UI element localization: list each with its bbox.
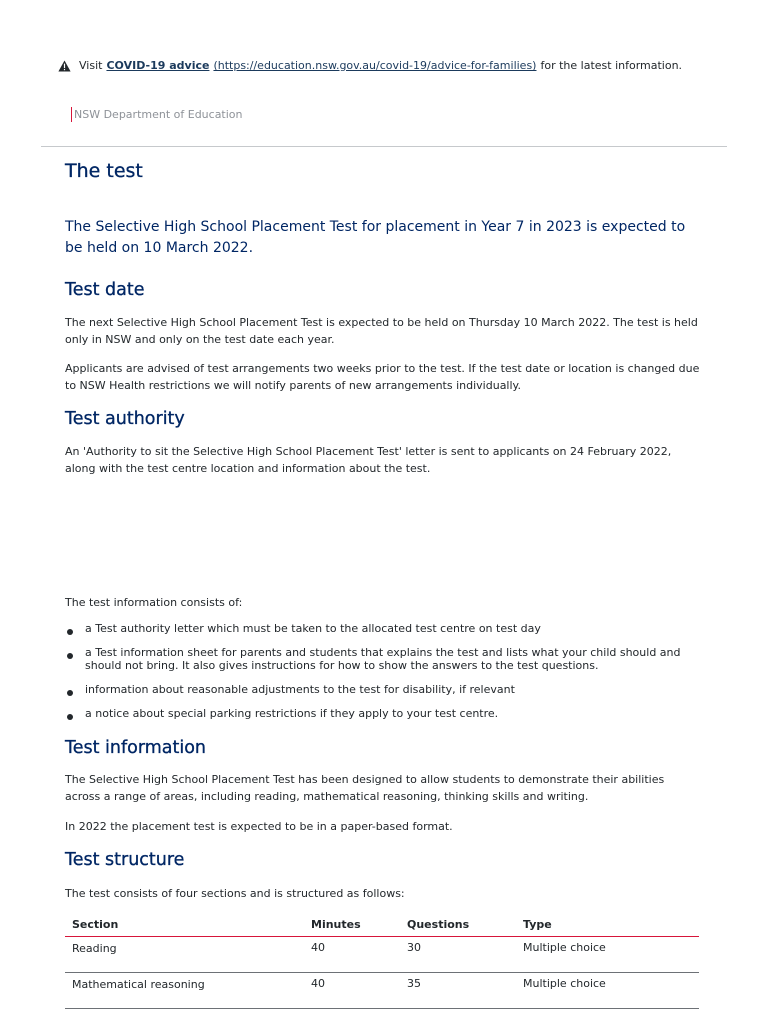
test-structure-table bbox=[65, 912, 699, 1009]
covid-alert bbox=[58, 59, 682, 72]
list-item: a notice about special parking restrictions if they apply to your test centre. bbox=[65, 707, 700, 720]
cell-minutes: 40 bbox=[304, 937, 400, 973]
cell-minutes: 40 bbox=[304, 973, 400, 1009]
intro-paragraph: The Selective High School Placement Test for placement in Year 7 in 2023 is expected to be held on 10 March 2022. bbox=[65, 219, 686, 256]
cell-questions: 35 bbox=[400, 973, 516, 1009]
test-date-paragraph-1: The next Selective High School Placement Test is expected to be held on Thursday 10 March 2022. The test is held only in NSW and only on the test date each year. bbox=[65, 316, 698, 346]
table-row bbox=[65, 937, 699, 973]
test-information-paragraph-2: In 2022 the placement test is expected to be in a paper-based format. bbox=[65, 820, 453, 833]
table-header-row bbox=[65, 912, 699, 937]
column-header-type: Type bbox=[516, 912, 699, 937]
heading-test-information: Test information bbox=[65, 738, 207, 758]
heading-test-date: Test date bbox=[65, 280, 145, 300]
test-information-paragraph-1: The Selective High School Placement Test has been designed to allow students to demonstrate their abilities across a range of areas, including reading, mathematical reasoning, thinking skills and writing. bbox=[65, 773, 665, 803]
cell-section: Reading bbox=[65, 937, 304, 973]
test-authority-paragraph-1: An 'Authority to sit the Selective High School Placement Test' letter is sent to applicants on 24 February 2022, along with the test centre location and information about the test. bbox=[65, 445, 672, 475]
test-information-list bbox=[65, 622, 700, 720]
list-item: information about reasonable adjustments to the test for disability, if relevant bbox=[65, 683, 700, 696]
page-title: The test bbox=[65, 160, 143, 182]
bullet-icon bbox=[67, 714, 73, 720]
cell-type: Multiple choice bbox=[516, 937, 699, 973]
list-item: a Test information sheet for parents and students that explains the test and lists what your child should and should not bring. It also gives instructions for how to show the answers to the test questions. bbox=[65, 646, 700, 672]
covid-advice-link[interactable]: COVID-19 advice bbox=[106, 59, 210, 72]
column-header-minutes: Minutes bbox=[304, 912, 400, 937]
table-row bbox=[65, 973, 699, 1009]
heading-test-authority: Test authority bbox=[65, 409, 185, 429]
cell-type: Multiple choice bbox=[516, 973, 699, 1009]
alert-suffix-text: for the latest information. bbox=[540, 59, 683, 72]
column-header-questions: Questions bbox=[400, 912, 516, 937]
alert-visit-text: Visit bbox=[79, 59, 103, 72]
bullet-icon bbox=[67, 653, 73, 659]
test-info-consists-text: The test information consists of: bbox=[65, 596, 243, 609]
header-divider bbox=[41, 146, 727, 147]
bullet-icon bbox=[67, 629, 73, 635]
cell-section: Mathematical reasoning bbox=[65, 973, 304, 1009]
test-date-paragraph-2: Applicants are advised of test arrangements two weeks prior to the test. If the test date or location is changed due to NSW Health restrictions we will notify parents of new arrangements individually. bbox=[65, 362, 700, 392]
cell-questions: 30 bbox=[400, 937, 516, 973]
test-structure-paragraph: The test consists of four sections and is structured as follows: bbox=[65, 887, 405, 900]
department-name[interactable]: NSW Department of Education bbox=[71, 107, 243, 122]
heading-test-structure: Test structure bbox=[65, 850, 185, 870]
covid-advice-url-link[interactable]: (https://education.nsw.gov.au/covid-19/advice-for-families) bbox=[213, 59, 537, 72]
list-item: a Test authority letter which must be taken to the allocated test centre on test day bbox=[65, 622, 700, 635]
bullet-icon bbox=[67, 690, 73, 696]
warning-icon bbox=[58, 60, 71, 72]
column-header-section: Section bbox=[65, 912, 304, 937]
